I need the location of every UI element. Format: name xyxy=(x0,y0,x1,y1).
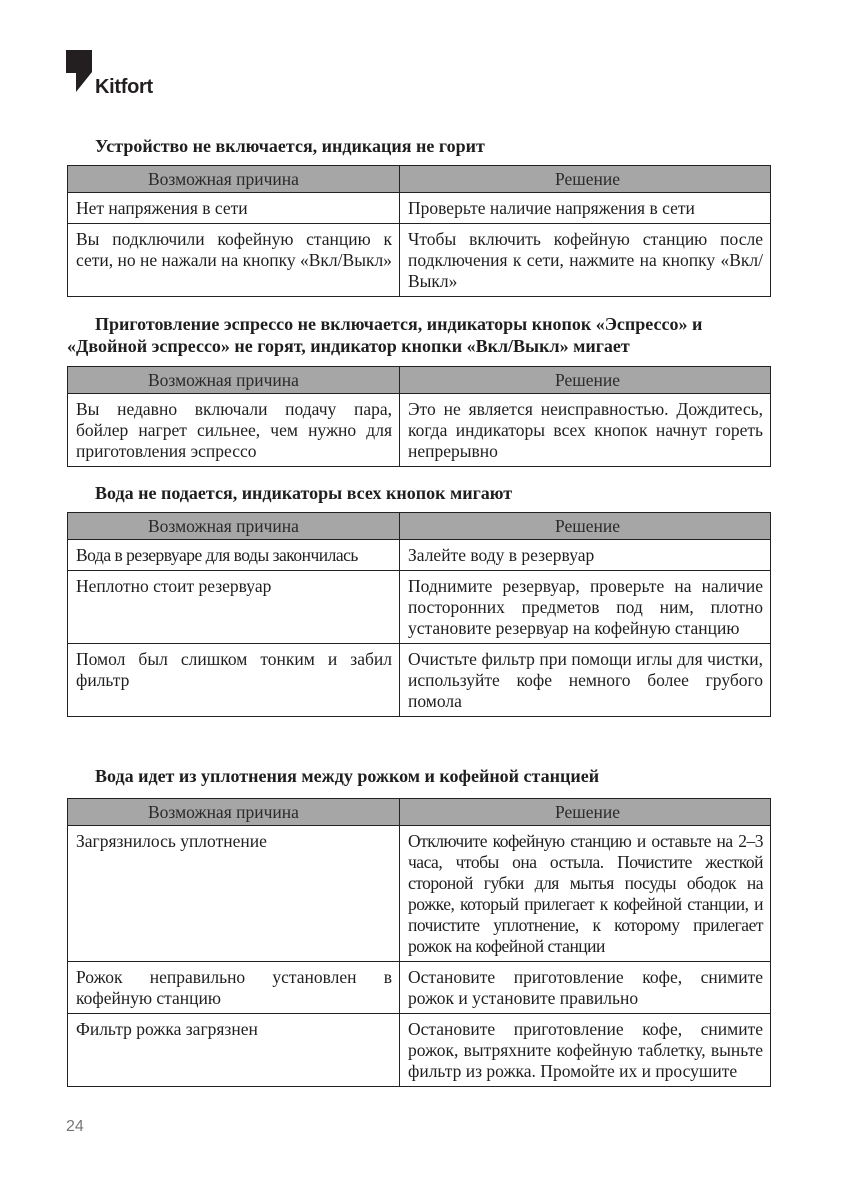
troubleshooting-table xyxy=(67,512,771,717)
table-row xyxy=(68,571,771,644)
header-cause: Возможная причина xyxy=(68,367,400,394)
header-cause: Возможная причина xyxy=(68,166,400,193)
solution-cell: Отключите кофейную станцию и оставьте на 2–3 часа, чтобы она остыла. Почистите жесткой стороной губки для мытья посуды ободок на рожке, который прилегает к кофейной станции, и почистите уплотнение, к которому прилегает рожок на кофейной станции xyxy=(400,826,771,962)
solution-cell: Остановите приготовление кофе, снимите рожок и установите правильно xyxy=(400,962,771,1014)
cause-cell: Вы недавно включали подачу пара, бойлер нагрет сильнее, чем нужно для приготовления эспрессо xyxy=(68,394,400,467)
section-title-text: Устройство не включается, индикация не горит xyxy=(95,136,485,156)
cause-cell: Вода в резервуаре для воды закончилась xyxy=(68,540,400,571)
section-title-text: Вода идет из уплотнения между рожком и кофейной станцией xyxy=(95,766,600,786)
table-header-row xyxy=(68,799,771,826)
troubleshooting-table xyxy=(67,165,771,297)
header-solution: Решение xyxy=(400,367,771,394)
kitfort-logo xyxy=(66,50,166,100)
table-row xyxy=(68,826,771,962)
cause-cell: Неплотно стоит резервуар xyxy=(68,571,400,644)
solution-cell: Остановите приготовление кофе, снимите рожок, вытряхните кофейную таблетку, выньте фильтр из рожка. Промойте их и просушите xyxy=(400,1014,771,1087)
header-cause: Возможная причина xyxy=(68,799,400,826)
cause-cell: Фильтр рожка загрязнен xyxy=(68,1014,400,1087)
cause-cell: Загрязнилось уплотнение xyxy=(68,826,400,962)
header-solution: Решение xyxy=(400,799,771,826)
brand-name: Kitfort xyxy=(95,76,153,98)
cause-cell: Нет напряжения в сети xyxy=(68,193,400,224)
header-solution: Решение xyxy=(400,513,771,540)
solution-cell: Проверьте наличие напряжения в сети xyxy=(400,193,771,224)
solution-cell: Чтобы включить кофейную станцию после подключения к сети, нажмите на кнопку «Вкл/Выкл» xyxy=(400,224,771,297)
table-row xyxy=(68,540,771,571)
cause-cell: Рожок неправильно установлен в кофейную станцию xyxy=(68,962,400,1014)
table-row xyxy=(68,1014,771,1087)
solution-cell: Залейте воду в резервуар xyxy=(400,540,771,571)
page-number: 24 xyxy=(66,1118,84,1135)
section-title xyxy=(67,135,772,157)
kitfort-logo-icon xyxy=(66,50,92,94)
table-header-row xyxy=(68,367,771,394)
table-row xyxy=(68,962,771,1014)
header-solution: Решение xyxy=(400,166,771,193)
section-title-text: Вода не подается, индикаторы всех кнопок мигают xyxy=(95,483,513,503)
cause-cell: Помол был слишком тонким и забил фильтр xyxy=(68,644,400,717)
table-row xyxy=(68,224,771,297)
table-header-row xyxy=(68,513,771,540)
table-header-row xyxy=(68,166,771,193)
solution-cell: Это не является неисправностью. Дождитесь, когда индикаторы всех кнопок начнут гореть непрерывно xyxy=(400,394,771,467)
section-title xyxy=(67,313,772,357)
troubleshooting-table xyxy=(67,366,771,467)
header-cause: Возможная причина xyxy=(68,513,400,540)
troubleshooting-table xyxy=(67,798,771,1087)
table-row xyxy=(68,394,771,467)
solution-cell: Поднимите резервуар, проверьте на наличие посторонних предметов под ним, плотно установите резервуар на кофейную станцию xyxy=(400,571,771,644)
section-title-text: Приготовление эспрессо не включается, индикаторы кнопок «Эспрессо» и «Двойной эспрессо» не горят, индикатор кнопки «Вкл/Выкл» мигает xyxy=(67,314,703,356)
cause-cell: Вы подключили кофейную станцию к сети, но не нажали на кнопку «Вкл/Выкл» xyxy=(68,224,400,297)
section-title xyxy=(67,765,772,787)
table-row xyxy=(68,193,771,224)
table-row xyxy=(68,644,771,717)
solution-cell: Очистьте фильтр при помощи иглы для чистки, используйте кофе немного более грубого помола xyxy=(400,644,771,717)
section-title xyxy=(67,482,772,504)
